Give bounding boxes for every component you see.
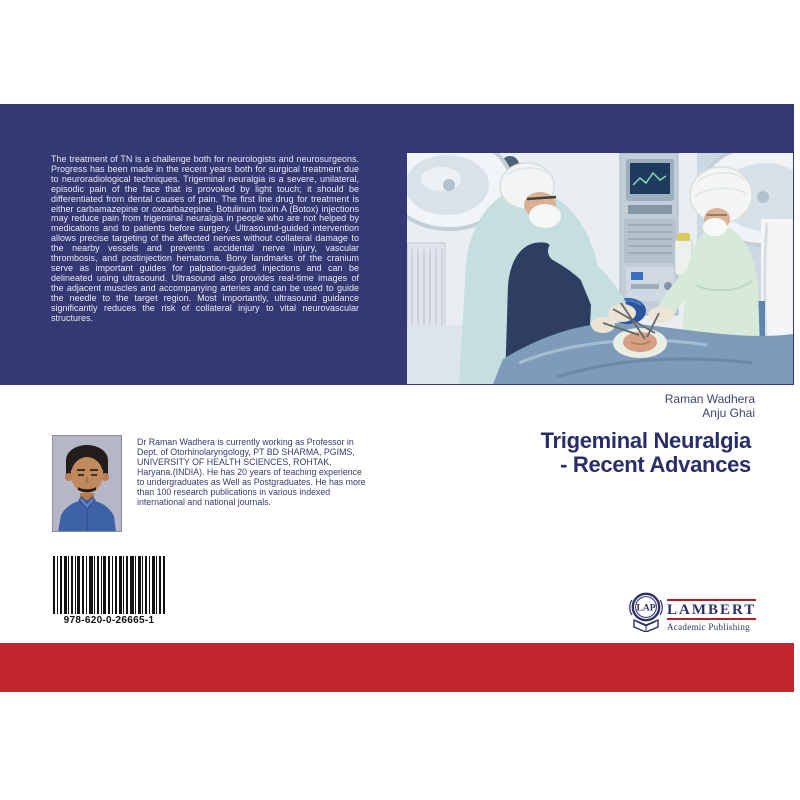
book-title-line1: Trigeminal Neuralgia: [540, 428, 751, 453]
book-title-line2: - Recent Advances: [560, 451, 751, 477]
isbn-number: 978-620-0-26665-1: [63, 615, 155, 626]
back-cover-blurb: The treatment of TN is a challenge both for neurologists and neurosurgeons. Progress has been made in the recent years both for surgical treatment due to neuroradiological techniques. Trigeminal neuralgia is a severe, unilateral, episodic pain of the face that is provoked by light touch; it should be differentiated from dental causes of pain. The first line drug for treatment is either carbamazepine or oxcarbazepine. Botulinum toxin A (Botox) injections may reduce pain from trigeminal neuralgia in people who are not helped by medications and to patients before surgery. Ultrasound-guided intervention allows precise targeting of the affected nerves without collateral damage to the nearby vessels and prevents accidental nerve injury, vascular thrombosis, and postinjection hematoma. Bony landmarks of the cranium serve as important guides for palpation-guided injections and can be delineated using ultrasound. Ultrasound also provides real-time images of the adjacent muscles and accompanying arteries and can be used to guide the needle to the target region. Most importantly, ultrasound guidance significantly reduces the risk of collateral injury to vital neurovascular structures.: [51, 154, 359, 323]
publisher-name: LAMBERT: [667, 602, 757, 618]
author-photo: [52, 435, 122, 532]
author-name-1: Raman Wadhera: [664, 392, 755, 406]
author-name-2: Anju Ghai: [702, 405, 755, 420]
wordmark-rule-bottom: [667, 618, 756, 620]
publisher-tagline: Academic Publishing: [667, 622, 750, 632]
surgery-photo: [407, 153, 793, 384]
isbn-barcode: [53, 556, 165, 614]
book-title: [541, 429, 751, 476]
red-accent-band: [0, 643, 794, 692]
publisher-wordmark: [667, 599, 756, 632]
lap-emblem-icon: [628, 592, 664, 632]
author-names: [665, 393, 755, 420]
author-bio: Dr Raman Wadhera is currently working as Professor in Dept. of Otorhinolaryngology, PT BD SHARMA, PGIMS, UNIVERSITY OF HEALTH SCIENCES, ROHTAK, Haryana.(INDIA). He has 20 years of teaching experience to undergraduates as Well as Postgraduates. He has more than 100 research publications in various indexed international and national journals.: [137, 437, 366, 507]
publisher-logo: [628, 592, 756, 632]
lap-initials: LAP: [636, 603, 656, 614]
